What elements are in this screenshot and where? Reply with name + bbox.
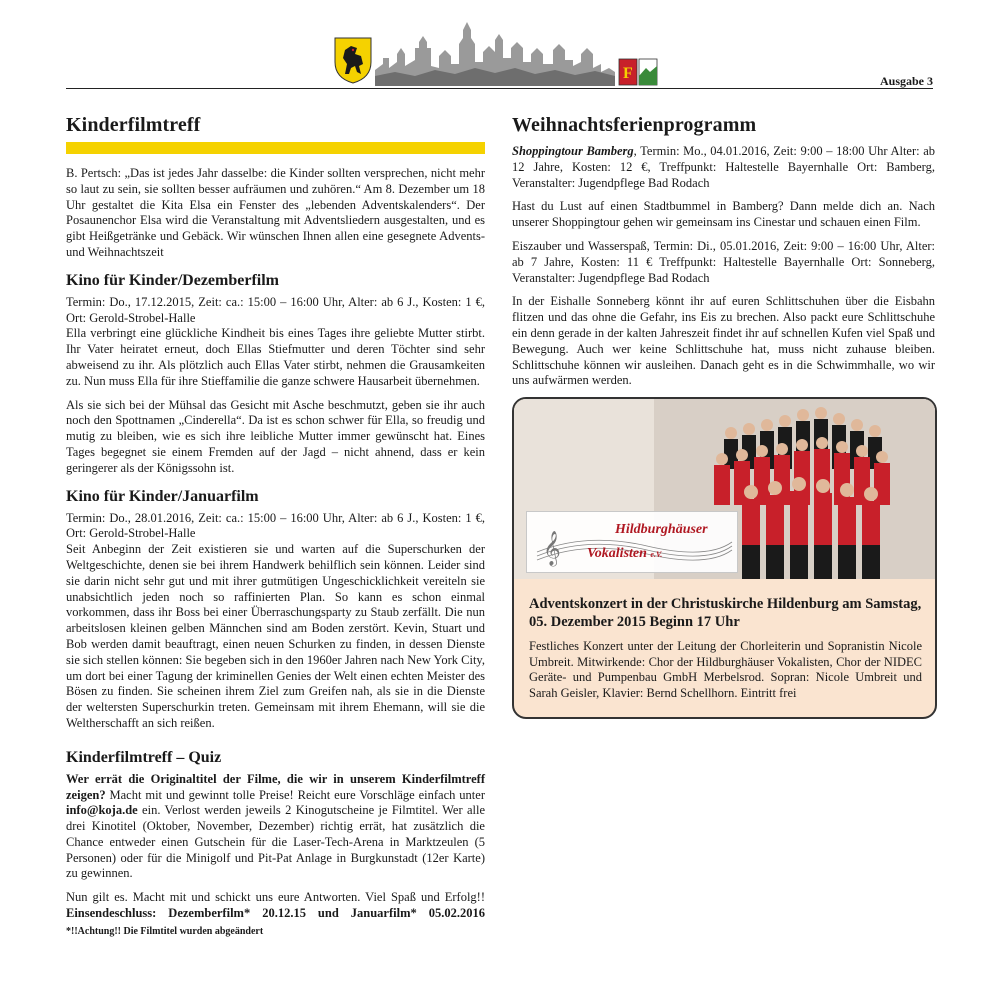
shopping-details: , Termin: Mo., 04.01.2016, Zeit: 9:00 – 18:00 Uhr Alter: ab 12 Jahre, Kosten: 12 €, Treffpunkt: Haltestelle Bayernhalle Ort: Bamberg, Veranstalter: Jugendpflege Bad Rodach [512, 144, 935, 190]
music-staff-icon [527, 512, 737, 572]
title-underline-bar [66, 142, 485, 154]
town-crest-icon [618, 58, 658, 86]
concert-info [529, 595, 922, 709]
heading-januarfilm: Kino für Kinder/Januarfilm [66, 487, 259, 505]
shopping-label: Shoppingtour Bamberg [512, 144, 634, 158]
concert-title: Adventskonzert in der Christuskirche Hildenburg am Samstag, 05. Dezember 2015 Beginn 17 Uhr [529, 596, 922, 630]
dezemberfilm-paragraph-1: Ella verbringt eine glückliche Kindheit bis eines Tages ihre geliebte Mutter stirbt. Ihr Vater heiratet erneut, doch Ellas Stiefmutter und deren Töchter sind sehr abweisend zu ihr. Als plötzlich auch Ellas Vater stirbt, nehmen die Grausamkeiten zu. Nun muss Ella für ihre Stieffamilie die ganze schwere Hausarbeit übernehmen. [66, 326, 485, 388]
heading-quiz: Kinderfilmtreff – Quiz [66, 748, 222, 766]
shopping-description: Hast du Lust auf einen Stadtbummel in Bamberg? Dann melde dich an. Nach unserer Shoppingtour gehen wir gemeinsam ins Cinestar und schauen einen Film. [512, 199, 935, 230]
page-header [0, 0, 981, 90]
section-title-weihnachtsferienprogramm: Weihnachtsferienprogramm [512, 114, 757, 136]
deadline-text: Nun gilt es. Macht mit und schickt uns eure Antworten. Viel Spaß und Erfolg!! [66, 890, 485, 905]
ice-description: In der Eishalle Sonneberg könnt ihr auf euren Schlittschuhen über die Eisbahn flitzen und das ohne die Gefahr, ins Eis zu brechen. Also packt eure Schlittschuhe ein denn gerade in der kalten Jahreszeit findet ihr auf schnellen Kufen viel Spaß und Bewegung. Auch wer keine Schlittschuhe hat, muss nicht zuhause bleiben. Schlittschuhe können wir ausleihen. Danach geht es in die Schwimmhalle, wo wir uns aufwärmen werden. [512, 294, 935, 388]
town-skyline-icon [375, 18, 615, 86]
deadline-paragraph [66, 890, 485, 939]
logo-text-line2: Vokalisten e.V. [587, 546, 663, 561]
concert-box [512, 397, 937, 719]
quiz-email-link[interactable]: info@koja.de [66, 803, 138, 818]
lion-crest-icon [333, 36, 373, 84]
shopping-meta [512, 144, 935, 191]
intro-paragraph: B. Pertsch: „Das ist jedes Jahr dasselbe: die Kinder sollten versprechen, nicht mehr so laut zu sein, sie sollten besser aufräumen und zuhören.“ Am 8. Dezember um 18 Uhr gestaltet die Kita Elsa ein Fenster des „lebenden Adventskalenders“. Der Posaunenchor Elsa wird die Veranstaltung mit Adventsliedern ausgestalten, und es gibt Heißgetränke und Gebäck. Wir wünschen Ihnen allen eine gesegnete Advents- und Weihnachtszeit [66, 166, 485, 259]
svg-text:F: F [623, 65, 633, 82]
quiz-question: Wer errät die Originaltitel der Filme, die wir in unserem Kinderfilmtreff zeigen? [66, 771, 485, 802]
januarfilm-meta: Termin: Do., 28.01.2016, Zeit: ca.: 15:00 – 16:00 Uhr, Alter: ab 6 J., Kosten: 1 €, Ort: Gerold-Strobel-Halle [66, 510, 485, 541]
choir-photo [514, 399, 935, 579]
header-rule [66, 88, 933, 89]
deadline-bold: Einsendeschluss: Dezemberfilm* 20.12.15 und Januarfilm* 05.02.2016 [66, 906, 485, 921]
logo-text-line1: Hildburghäuser [615, 522, 708, 537]
deadline-note: *!!Achtung!! Die Filmtitel wurden abgeändert [66, 925, 264, 937]
dezemberfilm-paragraph-2: Als sie sich bei der Mühsal das Gesicht mit Asche beschmutzt, geben sie ihr auch noch den Spottnamen „Cinderella“. Da ist es schon schwer für Ella, so freudig und mutig zu bleiben, wie es sich ihre leibliche Mutter immer gewünscht hat. Eines Tages begegnet sie einem Fremden auf der Jagd – nicht ahnend, dass er kein geringerer als der Königssohn ist. [66, 397, 485, 475]
januarfilm-paragraph: Seit Anbeginn der Zeit existieren sie und warten auf die Superschurken der Weltgeschichte, denen sie bei ihrem Handwerk behilflich sein können. Leider sind sie darin nicht sehr gut und mit ihrer gutmütigen Ungeschicklichkeit vereiteln sie unabsichtlich jeden noch so raffinierten Plan. So kann es schon einmal vorkommen, dass ihr Boss bei einer Überraschungsparty zu Staub zerfällt. Die nun arbeitslosen kleinen gelben Männchen sind am Boden zerstört. Kevin, Stuart und Bob werden damit beauftragt, einen neuen Schurken zu finden, in dessen Dienste sie sich stellen können: Sie begeben sich in den 1960er Jahren nach New York City, um dort bei einer Tagung der kriminellen Genies der Welt einen echten Meister des Bösen zu finden. Sie scheinen ihrem Ziel zum Greifen nah, als sie in die Dienste der weltersten Superschurkin treten. Gemeinsam mit ihrem Ehemann, will sie die Weltherschafft an sich reißen. [66, 542, 485, 730]
heading-dezemberfilm: Kino für Kinder/Dezemberfilm [66, 271, 279, 289]
issue-label: Ausgabe 3 [879, 74, 933, 88]
choir-logo [526, 511, 738, 573]
svg-text:𝄞: 𝄞 [543, 531, 561, 566]
quiz-text-1: Macht mit und gewinnt tolle Preise! Reicht eure Vorschläge einfach unter [105, 787, 485, 802]
concert-description: Festliches Konzert unter der Leitung der Chorleiterin und Sopranistin Nicole Umbreit. Mitwirkende: Chor der Hildburghäuser Vokalisten, Chor der NIDEC Geräte- und Pumpenbau GmbH Merbelsrod. Sopran: Nicole Umbreit und Sarah Geisler, Klavier: Bernd Schellhorn. Eintritt frei [529, 639, 922, 700]
ice-meta: Eiszauber und Wasserspaß, Termin: Di., 05.01.2016, Zeit: 9:00 – 16:00 Uhr, Alter: ab 7 Jahre, Kosten: 11 € Treffpunkt: Haltestelle Bayernhalle Ort: Sonneberg, Veranstalter: Jugendpflege Bad Rodach [512, 238, 935, 285]
right-column [512, 112, 935, 397]
left-column [66, 112, 485, 948]
section-title-kinderfilmtreff: Kinderfilmtreff [66, 114, 201, 136]
quiz-text-2: ein. Verlost werden jeweils 2 Kinogutscheine je Filmtitel. Wer alle drei Kinotitel (Oktober, November, Dezember) richtig errät, hat zusätzlich die Chance entweder einen Gutschein für die Laser-Tech-Arena in Marktzeulen (5 Personen) oder für die Minigolf und Pit-Pat Anlage in Burgkunstadt (12er Karte) zu gewinnen. [66, 803, 485, 881]
dezemberfilm-meta: Termin: Do., 17.12.2015, Zeit: ca.: 15:00 – 16:00 Uhr, Alter: ab 6 J., Kosten: 1 €, Ort: Gerold-Strobel-Halle [66, 294, 485, 325]
quiz-paragraph [66, 772, 485, 883]
